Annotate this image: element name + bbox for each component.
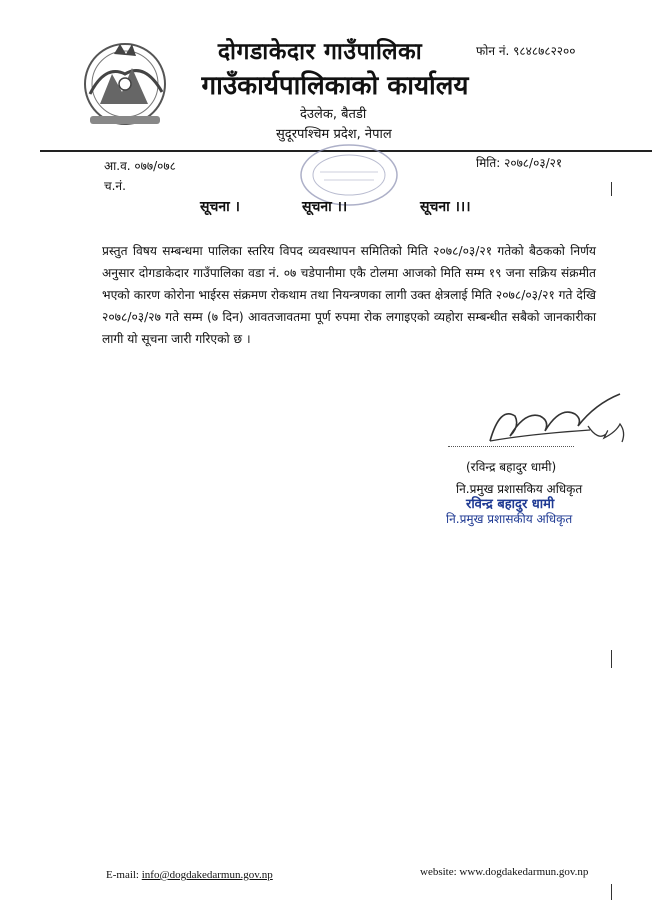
footer-email [106,869,273,881]
phone-number: फोन नं. ९८४८७८२२०० [476,44,576,58]
address-line-1: देउलेक, बैतडी [300,107,367,122]
scan-mark [611,650,612,668]
signatory-name: (रविन्द्र बहादुर धामी) [466,460,557,474]
footer-website: website: www.dogdakedarmun.gov.np [420,866,589,878]
signature-line [448,446,574,447]
notice-heading-3: सूचना ।।। [420,199,471,215]
notice-heading-2: सूचना ।। [302,199,348,215]
address-line-2: सुदूरपश्चिम प्रदेश, नेपाल [276,127,392,142]
scan-mark [611,182,612,196]
stamp-signatory-title: नि.प्रमुख प्रशासकीय अधिकृत [446,512,573,526]
notice-body: प्रस्तुत विषय सम्बन्धमा पालिका स्तरिय विपद व्यवस्थापन समितिको मिति २०७८/०३/२१ गतेको बैठकको निर्णय अनुसार दोगडाकेदार गाउँपालिका वडा नं. ०७ चडेपानीमा एकै टोलमा आजको मिति सम्म १९ जना सक्रिय संक्रमीत भएको कारण कोरोना भाईरस संक्रमण रोकथाम तथा नियन्त्रणका लागी उक्त क्षेत्रलाई मिति २०७८/०३/२१ गते देखि २०७८/०३/२७ गते सम्म (७ दिन) आवतजावतमा पूर्ण रुपमा रोक लगाइएको व्यहोरा सम्बन्धीत सबैको जानकारीका लागी यो सूचना जारी गरिएको छ । [102,244,596,346]
office-name: गाउँकार्यपालिकाको कार्यालय [201,71,469,101]
signatory-title: नि.प्रमुख प्रशासकिय अधिकृत [456,482,583,496]
notice-heading-1: सूचना । [200,199,240,215]
reference-number: च.नं. [104,179,126,193]
scan-mark [611,884,612,900]
municipality-name: दोगडाकेदार गाउँपालिका [217,39,423,65]
email-label: E-mail: [106,869,139,881]
fiscal-year: आ.व. ०७७/०७८ [104,159,176,173]
email-link[interactable]: info@dogdakedarmun.gov.np [141,869,273,881]
nepal-emblem-icon [70,34,180,130]
stamp-signatory-name: रविन्द्र बहादुर धामी [466,497,555,512]
issue-date: मिति: २०७८/०३/२१ [476,156,563,170]
